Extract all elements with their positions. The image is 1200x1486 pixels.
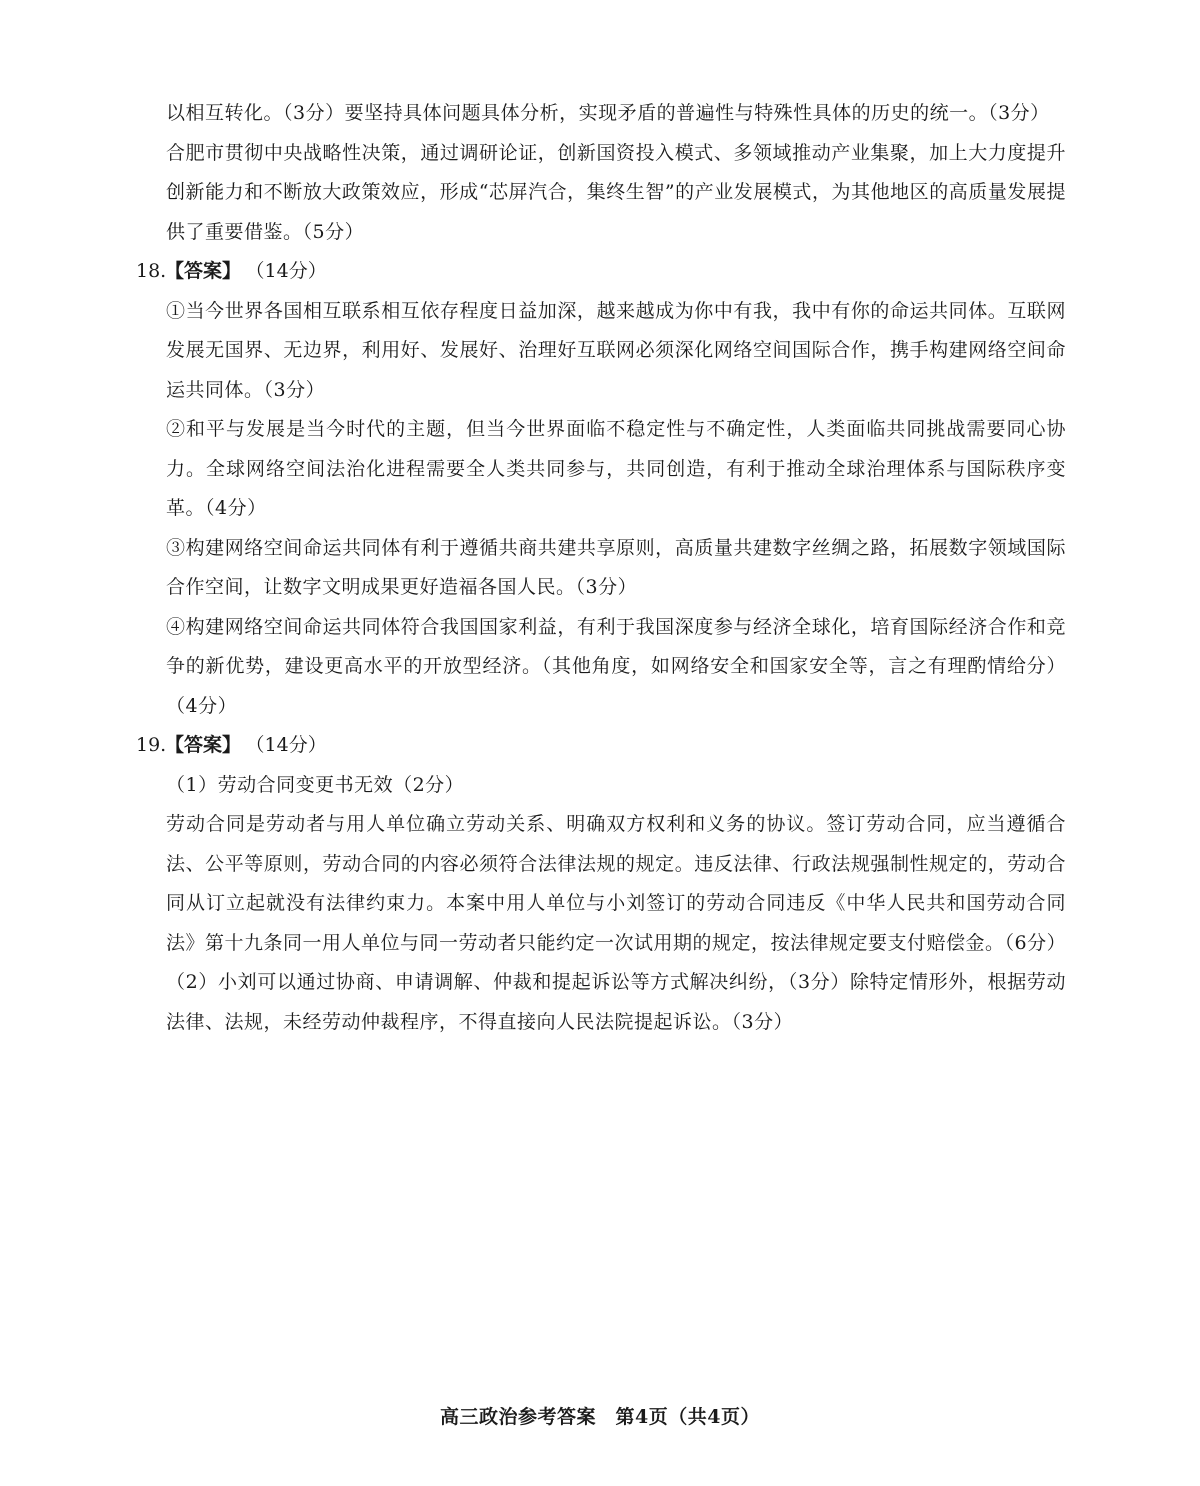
answer-content bbox=[0, 94, 1200, 1042]
q19-part-1-title: （1）劳动合同变更书无效（2分） bbox=[166, 773, 465, 796]
question-19-heading bbox=[0, 726, 1200, 766]
answer-tag: 【答案】 bbox=[165, 734, 242, 756]
paragraph-top-1: 以相互转化。（3分）要坚持具体问题具体分析，实现矛盾的普遍性与特殊性具体的历史的统一。（3分） bbox=[166, 102, 1050, 124]
question-number: 18. bbox=[136, 260, 167, 282]
q19-part-1-body: 劳动合同是劳动者与用人单位确立劳动关系、明确双方权利和义务的协议。签订劳动合同，应当遵循合法、公平等原则，劳动合同的内容必须符合法律法规的规定。违反法律、行政法规强制性规定的，劳动合同从订立起就没有法律约束力。本案中用人单位与小刘签订的劳动合同违反《中华人民共和国劳动合同法》第十九条同一用人单位与同一劳动者只能约定一次试用期的规定，按法律规定要支付赔偿金。（6分） bbox=[166, 813, 1067, 954]
q19-part-2: （2）小刘可以通过协商、申请调解、仲裁和提起诉讼等方式解决纠纷，（3分）除特定情形外，根据劳动法律、法规，未经劳动仲裁程序，不得直接向人民法院提起诉讼。（3分） bbox=[166, 971, 1066, 1033]
q18-point-3: ③构建网络空间命运共同体有利于遵循共商共建共享原则，高质量共建数字丝绸之路，拓展数字领域国际合作空间，让数字文明成果更好造福各国人民。（3分） bbox=[166, 536, 1066, 598]
paragraph-top-2: 合肥市贯彻中央战略性决策，通过调研论证，创新国资投入模式、多领域推动产业集聚，加上大力度提升创新能力和不断放大政策效应，形成“芯屏汽合，集终生智”的产业发展模式，为其他地区的高质量发展提供了重要借鉴。（5分） bbox=[166, 141, 1066, 243]
q18-point-1: ①当今世界各国相互联系相互依存程度日益加深，越来越成为你中有我，我中有你的命运共同体。互联网发展无国界、无边界，利用好、发展好、治理好互联网必须深化网络空间国际合作，携手构建网络空间命运共同体。（3分） bbox=[166, 299, 1066, 401]
question-number: 19. bbox=[136, 734, 167, 756]
question-18-heading bbox=[0, 252, 1200, 292]
answer-tag: 【答案】 bbox=[165, 260, 242, 282]
page-footer: 高三政治参考答案 第4页（共4页） bbox=[440, 1406, 760, 1428]
question-score: （14分） bbox=[255, 260, 327, 282]
q18-point-2: ②和平与发展是当今时代的主题，但当今世界面临不稳定性与不确定性，人类面临共同挑战需要同心协力。全球网络空间法治化进程需要全人类共同参与，共同创造，有利于推动全球治理体系与国际秩序变革。（4分） bbox=[166, 418, 1066, 519]
question-score: （14分） bbox=[255, 734, 327, 756]
q18-point-4: ④构建网络空间命运共同体符合我国国家利益，有利于我国深度参与经济全球化，培育国际经济合作和竞争的新优势，建设更高水平的开放型经济。（其他角度，如网络安全和国家安全等，言之有理酌情给分）（4分） bbox=[166, 615, 1066, 717]
